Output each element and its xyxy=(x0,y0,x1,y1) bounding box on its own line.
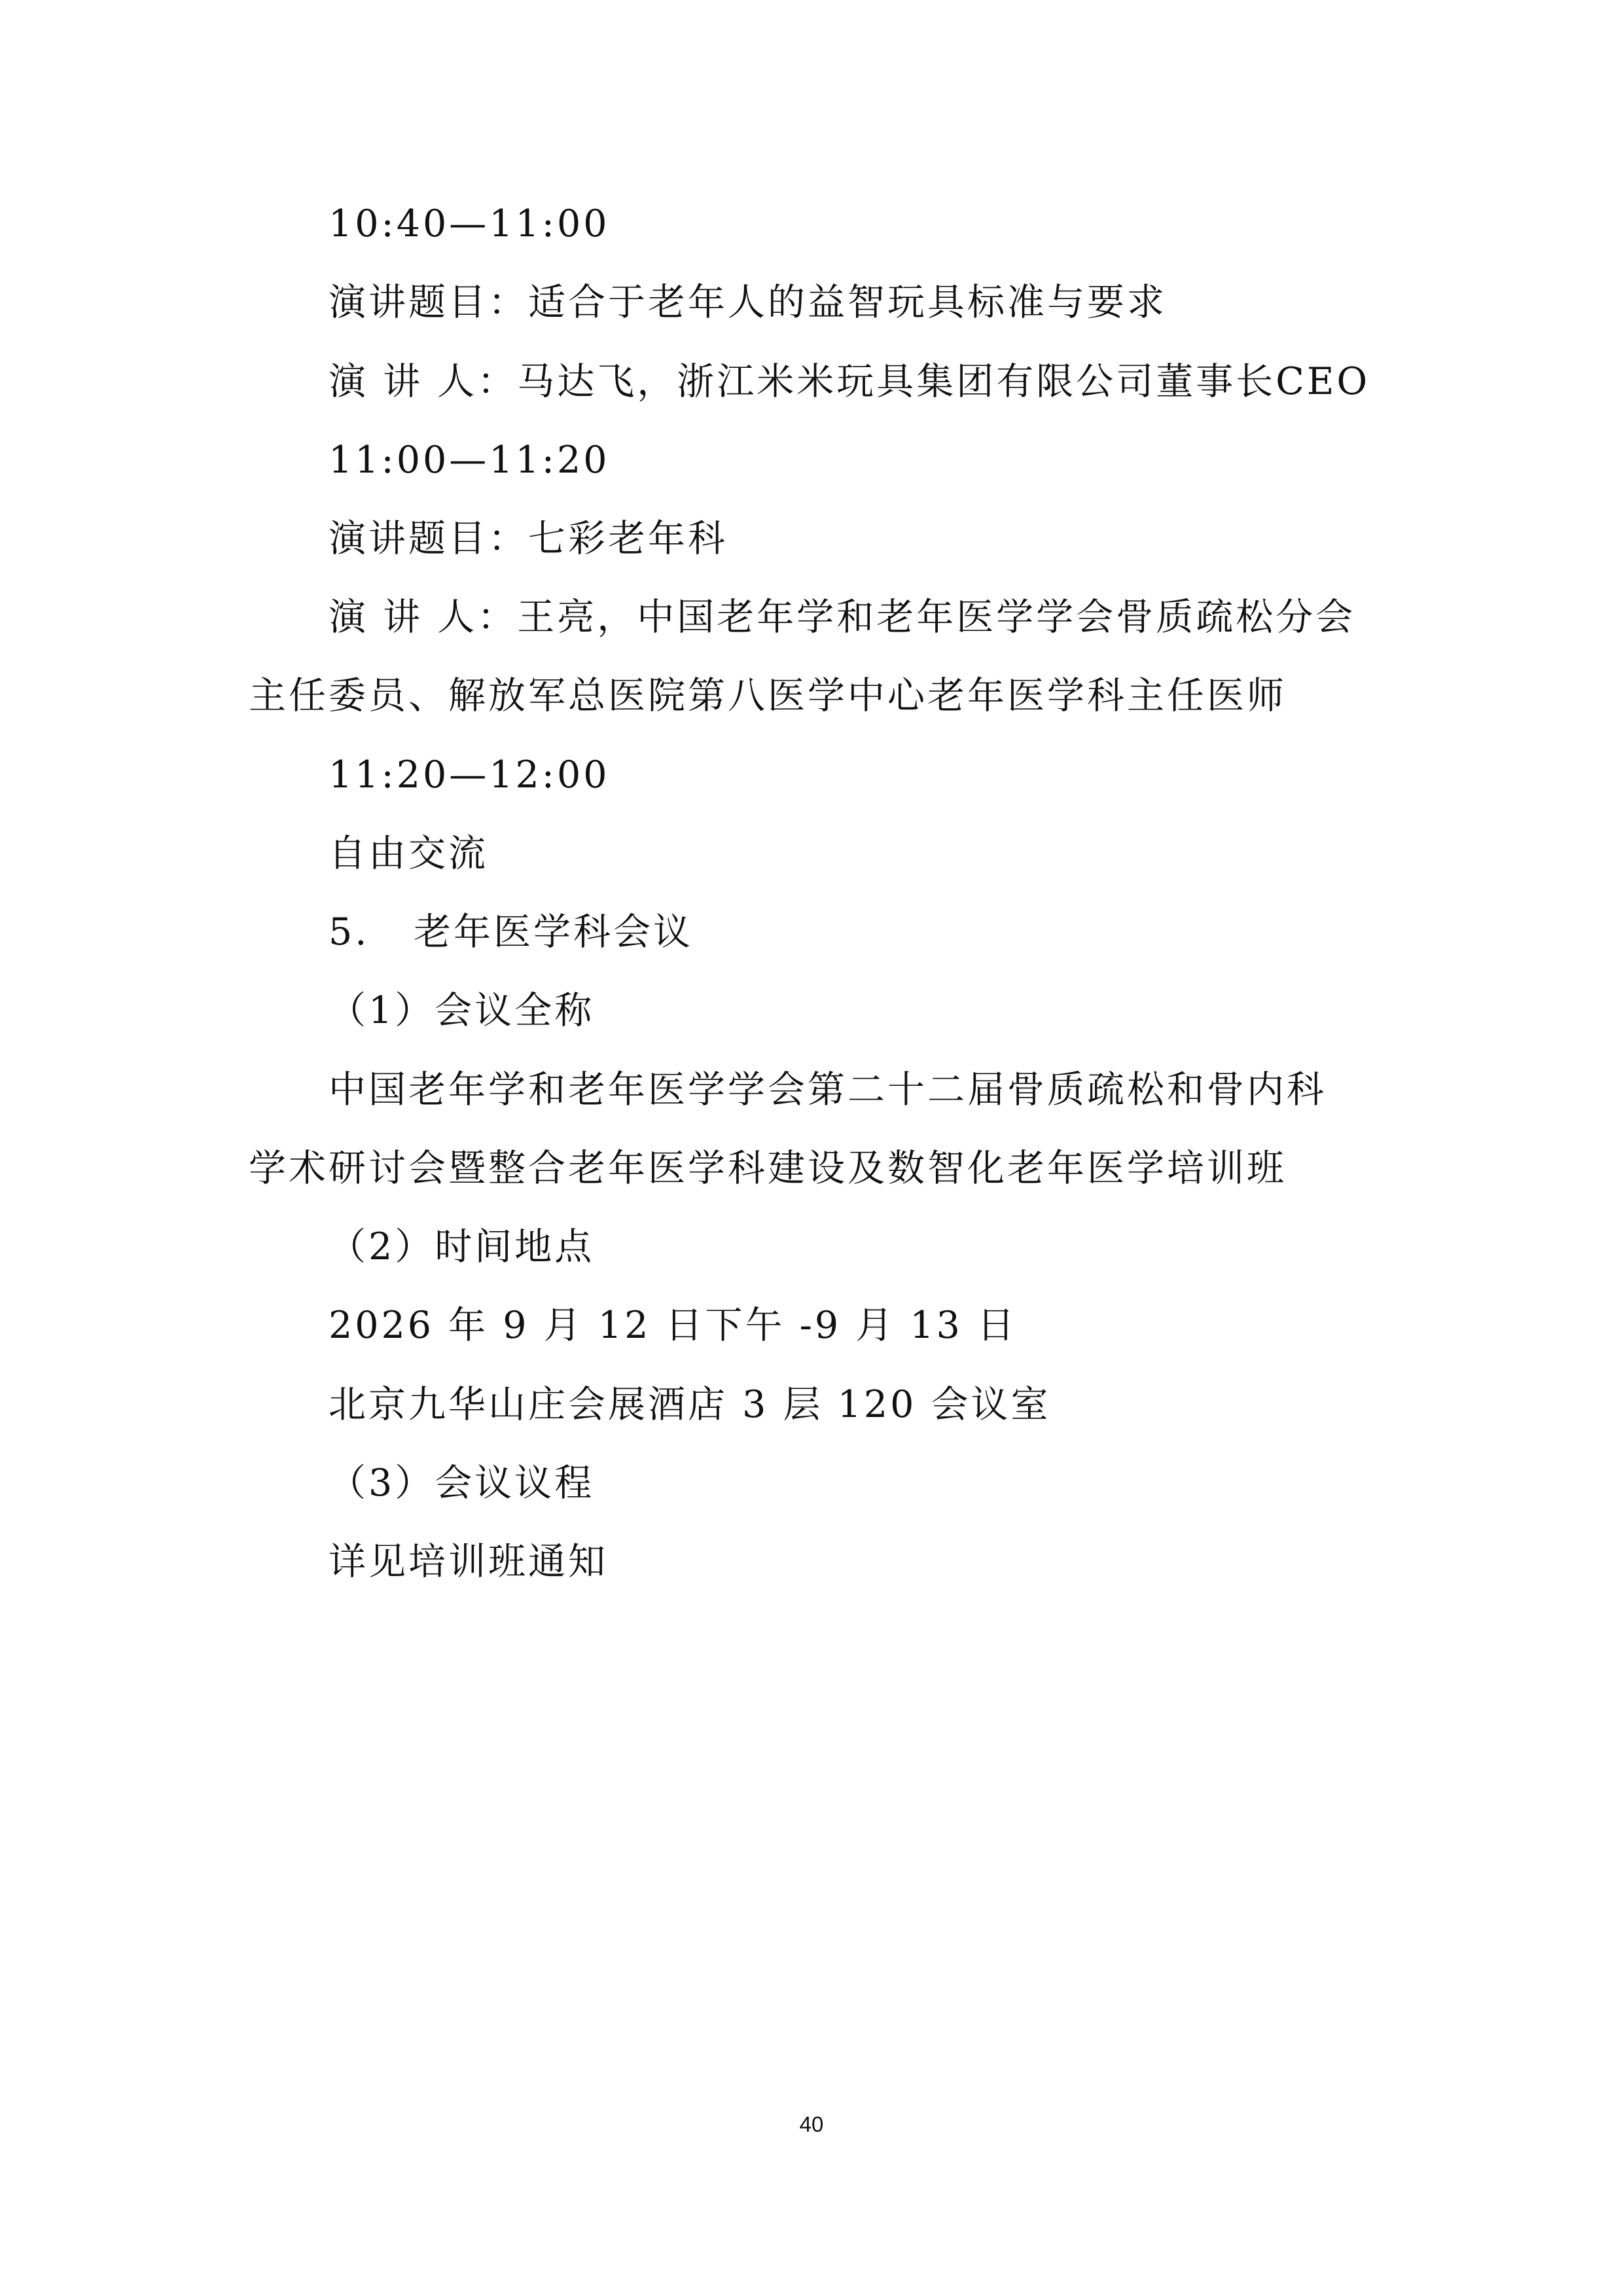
meeting-date: 2026 年 9 月 12 日下午 -9 月 13 日 xyxy=(329,1304,1017,1347)
time-place-heading: （2）时间地点 xyxy=(329,1225,595,1268)
page-number: 40 xyxy=(799,2112,824,2136)
section-5-number: 5. xyxy=(329,910,370,954)
full-name-line-1: 中国老年学和老年医学学会第二十二届骨质疏松和骨内科 xyxy=(329,1068,1327,1111)
section-5-title: 老年医学科会议 xyxy=(414,910,693,954)
talk-3-time: 10:40—11:00 xyxy=(329,202,610,245)
talk-3-speaker: 演 讲 人：马达飞，浙江米米玩具集团有限公司董事长CEO xyxy=(329,360,1370,403)
agenda-text: 详见培训班通知 xyxy=(329,1540,608,1583)
free-discussion-label: 自由交流 xyxy=(329,832,488,875)
talk-4-title: 演讲题目：七彩老年科 xyxy=(329,517,728,560)
meeting-venue: 北京九华山庄会展酒店 3 层 120 会议室 xyxy=(329,1383,1051,1426)
full-name-heading: （1）会议全称 xyxy=(329,989,595,1032)
full-name-line-2: 学术研讨会暨整合老年医学科建设及数智化老年医学培训班 xyxy=(249,1147,1287,1190)
talk-3-title: 演讲题目：适合于老年人的益智玩具标准与要求 xyxy=(329,281,1167,324)
agenda-heading: （3）会议议程 xyxy=(329,1462,595,1505)
talk-4-speaker-line-2: 主任委员、解放军总医院第八医学中心老年医学科主任医师 xyxy=(249,674,1287,717)
talk-4-time: 11:00—11:20 xyxy=(329,439,610,482)
talk-4-speaker-line-1: 演 讲 人：王亮，中国老年学和老年医学学会骨质疏松分会 xyxy=(329,596,1356,639)
section-5-heading xyxy=(329,909,693,955)
free-discussion-time: 11:20—12:00 xyxy=(329,753,610,797)
